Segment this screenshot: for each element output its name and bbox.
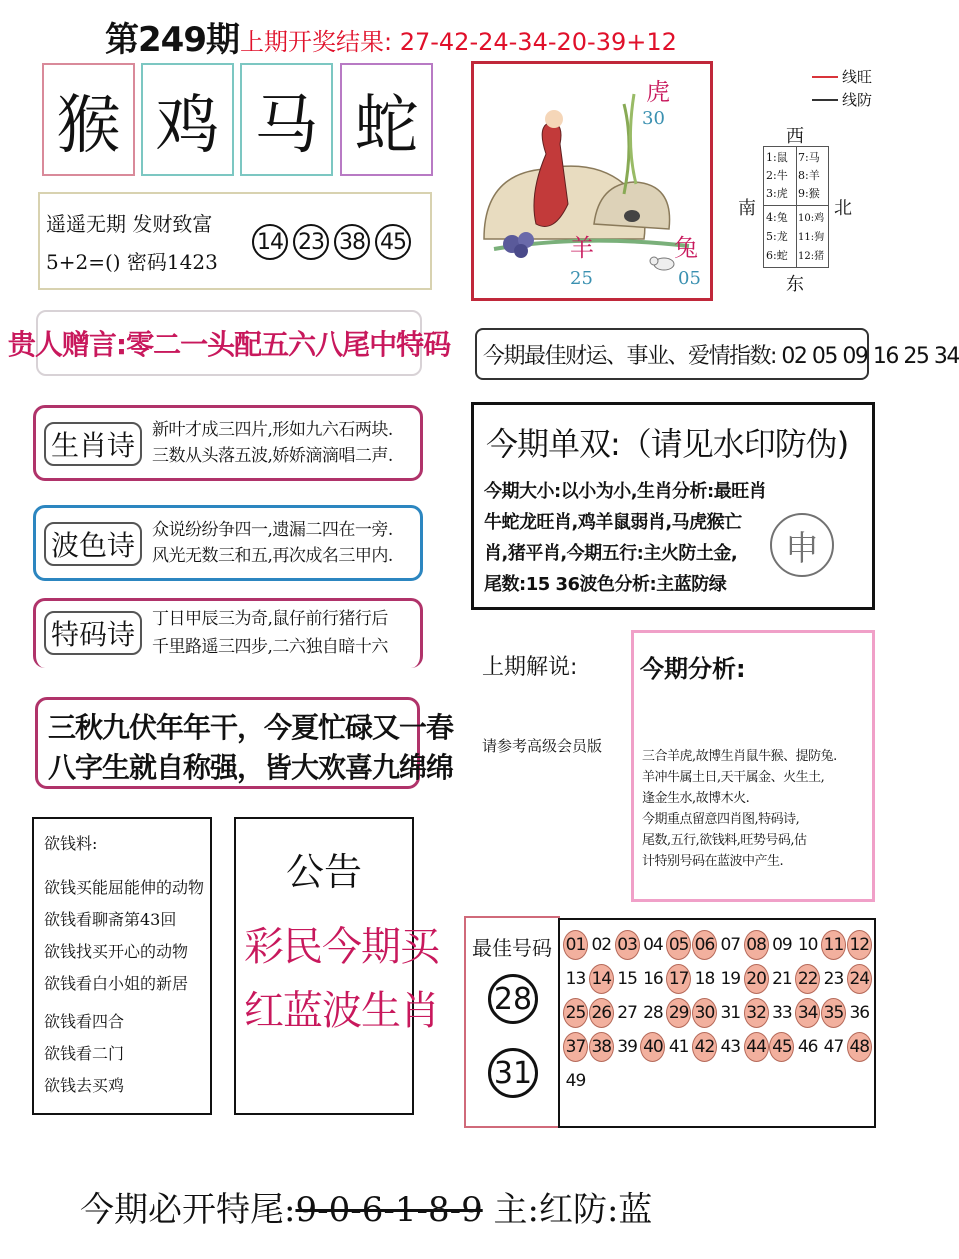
analysis-line: 尾数,五行,欲钱料,旺势号码,估 (642, 833, 807, 848)
grid-number: 35 (821, 998, 846, 1028)
odd-even-row: 尾数:15 36波色分析:主蓝防绿 (484, 574, 727, 595)
last-period-title: 上期解说: (482, 655, 578, 680)
grid-number: 36 (849, 1003, 870, 1023)
zodiac-compass (730, 64, 890, 304)
footer-label: 今期必开特尾: (80, 1190, 296, 1230)
grid-number: 08 (744, 930, 769, 960)
wish-number: 38 (334, 224, 370, 260)
zodiac-box-1 (42, 63, 135, 176)
compass-cell: 4:兔 (766, 211, 788, 224)
poem-line: 风光无数三和五,再次成名三甲内. (152, 546, 393, 566)
money-item: 欲钱去买鸡 (44, 1076, 125, 1095)
poem-line: 千里路遥三四步,二六独自暗十六 (152, 637, 388, 657)
notice-line: 彩民今期买 (244, 924, 439, 970)
grid-number: 49 (565, 1071, 586, 1091)
grid-number: 07 (720, 935, 741, 955)
grid-number: 09 (772, 935, 792, 955)
money-item: 欲钱看四合 (44, 1012, 125, 1031)
compass-cell: 7:马 (798, 151, 820, 164)
poem-tag: 生肖诗 (44, 422, 142, 466)
grid-number: 23 (823, 969, 844, 989)
footer-line (80, 1182, 652, 1231)
money-riddle-box (32, 817, 212, 1115)
wish-number: 14 (252, 224, 288, 260)
grid-number: 06 (692, 930, 717, 960)
grid-number: 17 (666, 964, 691, 994)
money-item: 欲钱买能屈能伸的动物 (44, 878, 205, 897)
grid-number: 19 (720, 969, 741, 989)
picture-num-rabbit: 05 (678, 268, 701, 289)
grid-number: 22 (795, 964, 820, 994)
footer-struck-tails: 9-0-6-1-8-9 (295, 1190, 483, 1230)
wish-box (38, 192, 432, 290)
analysis-line: 羊冲牛属土日,天干属金、火生土, (642, 770, 825, 785)
notice-title: 公告 (285, 850, 362, 894)
poem-line: 众说纷纷争四一,遗漏二四在一旁. (152, 520, 393, 540)
best-title: 最佳号码 (472, 936, 552, 960)
grid-number: 13 (565, 969, 586, 989)
grid-number: 02 (591, 935, 612, 955)
grid-number: 15 (617, 969, 637, 989)
grid-number: 37 (563, 1032, 588, 1062)
couplet-line: 三秋九伏年年干，今夏忙碌又一春 (48, 711, 454, 744)
grid-number: 01 (563, 930, 588, 960)
picture-num-tiger: 30 (642, 108, 665, 129)
compass-cell: 3:虎 (766, 187, 788, 200)
money-title: 欲钱料: (44, 834, 98, 853)
money-item: 欲钱找买开心的动物 (44, 942, 189, 961)
compass-cell: 10:鸡 (798, 213, 825, 224)
poem-line: 丁日甲辰三为奇,鼠仔前行猪行后 (152, 609, 388, 629)
picture-label-sheep: 羊 (570, 234, 594, 262)
analysis-line: 计特别号码在蓝波中产生. (642, 854, 784, 869)
grid-number: 48 (847, 1032, 872, 1062)
odd-even-row: 今期大小:以小为小,生肖分析:最旺肖 (484, 481, 767, 502)
compass-grid (763, 146, 829, 268)
grid-number: 47 (823, 1037, 844, 1057)
zodiac-box-3 (240, 63, 333, 176)
best-pick: 31 (488, 1048, 538, 1098)
grid-number: 39 (617, 1037, 637, 1057)
issue-number: 第249期 (105, 20, 239, 60)
picture-label-tiger: 虎 (646, 78, 670, 106)
grid-number: 11 (821, 930, 846, 960)
grid-number: 33 (772, 1003, 792, 1023)
fortune-index: 今期最佳财运、事业、爱情指数: 02 05 09 16 25 34 (475, 328, 869, 380)
grid-number: 12 (847, 930, 872, 960)
zodiac-label: 鸡 (155, 88, 220, 163)
grid-number: 32 (744, 998, 769, 1028)
legend-fang: 线防 (842, 91, 873, 109)
money-item: 欲钱看白小姐的新居 (44, 974, 189, 993)
grid-number: 27 (617, 1003, 637, 1023)
notice-box (234, 817, 439, 1115)
best-pick: 28 (488, 974, 538, 1024)
analysis-title: 今期分析: (640, 655, 746, 683)
compass-north: 北 (834, 198, 852, 219)
grid-number: 34 (795, 998, 820, 1028)
grid-number: 28 (643, 1003, 663, 1023)
compass-east: 东 (786, 274, 804, 295)
wish-number: 45 (375, 224, 411, 260)
grid-number: 30 (692, 998, 717, 1028)
zodiac-label: 马 (254, 88, 319, 163)
wish-number: 23 (293, 224, 329, 260)
wish-line-1: 遥遥无期 发财致富 (46, 212, 213, 236)
compass-cell: 5:龙 (766, 230, 788, 243)
legend-red-line (812, 76, 838, 78)
grid-number: 44 (744, 1032, 769, 1062)
guiren-banner: 贵人赠言:零二一头配五六八尾中特码 (36, 310, 422, 376)
grid-number: 43 (720, 1037, 741, 1057)
poem-tag: 特码诗 (44, 611, 142, 655)
picture-label-rabbit: 兔 (674, 234, 698, 262)
wish-line-2: 5+2=() 密码1423 (46, 250, 218, 274)
special-code-poem (33, 598, 423, 668)
grid-number: 20 (744, 964, 769, 994)
wave-color-poem (33, 505, 423, 581)
analysis-box (631, 630, 875, 902)
zodiac-box-4 (340, 63, 433, 176)
footer-tail: 主:红防:蓝 (482, 1190, 653, 1230)
grid-number: 41 (668, 1037, 689, 1057)
picture-num-sheep: 25 (570, 268, 593, 289)
poem-line: 三数从头落五波,娇娇滴滴唱二声. (152, 446, 393, 466)
best-numbers-box (464, 916, 560, 1128)
grid-number: 29 (666, 998, 691, 1028)
zodiac-label: 蛇 (354, 88, 419, 163)
couplet-line: 八字生就自称强，皆大欢喜九绵绵 (48, 751, 454, 784)
grid-number: 05 (666, 930, 691, 960)
compass-west: 西 (786, 126, 804, 147)
grid-number: 24 (847, 964, 872, 994)
grid-number: 45 (769, 1032, 794, 1062)
legend-black-line (812, 99, 838, 101)
odd-even-row: 肖,猪平肖,今期五行:主火防土金, (484, 543, 738, 564)
odd-even-box (471, 402, 875, 610)
grid-number: 04 (643, 935, 663, 955)
compass-cell: 11:狗 (798, 232, 825, 243)
compass-cell: 9:猴 (798, 187, 820, 200)
grid-number: 31 (720, 1003, 741, 1023)
grid-number: 03 (615, 930, 640, 960)
legend-wang: 线旺 (842, 68, 873, 86)
last-draw-result: 上期开奖结果: 27-42-24-34-20-39+12 (240, 28, 677, 56)
money-item: 欲钱看聊斋第43回 (44, 910, 177, 929)
grid-number: 25 (563, 998, 588, 1028)
grid-number: 18 (694, 969, 715, 989)
money-item: 欲钱看二门 (44, 1044, 125, 1063)
odd-even-title: 今期单双:（请见水印防伪) (486, 425, 849, 463)
couplet-box (35, 697, 454, 789)
poem-tag: 波色诗 (44, 522, 142, 566)
grid-number: 21 (772, 969, 792, 989)
zodiac-poem (33, 405, 423, 481)
compass-cell: 6:蛇 (766, 249, 788, 262)
last-period-note: 请参考高级会员版 (482, 737, 603, 755)
number-grid (558, 918, 876, 1128)
analysis-line: 逢金生水,故博木火. (642, 791, 750, 806)
zodiac-box-2 (141, 63, 234, 176)
compass-cell: 2:牛 (766, 169, 788, 182)
grid-number: 14 (589, 964, 614, 994)
compass-south: 南 (738, 198, 756, 219)
grid-number: 26 (589, 998, 614, 1028)
grid-number: 16 (643, 969, 663, 989)
compass-cell: 12:猪 (798, 251, 825, 262)
grid-number: 46 (797, 1037, 818, 1057)
notice-line: 红蓝波生肖 (244, 988, 439, 1034)
grid-number: 10 (797, 935, 818, 955)
watermark-stamp (770, 513, 834, 577)
odd-even-row: 牛蛇龙旺肖,鸡羊鼠弱肖,马虎猴亡 (484, 512, 742, 533)
grid-number: 40 (640, 1032, 665, 1062)
analysis-line: 今期重点留意四肖图,特码诗, (642, 812, 800, 827)
watermark-char: 申 (785, 528, 819, 569)
grid-number: 38 (589, 1032, 614, 1062)
analysis-line: 三合羊虎,故博生肖鼠牛猴、提防兔. (642, 749, 837, 764)
compass-cell: 1:鼠 (766, 151, 788, 164)
grid-number: 42 (692, 1032, 717, 1062)
poem-line: 新叶才成三四片,形如九六石两块. (152, 420, 393, 440)
zodiac-label: 猴 (56, 88, 121, 163)
compass-cell: 8:羊 (798, 169, 820, 182)
zodiac-picture (471, 61, 713, 301)
